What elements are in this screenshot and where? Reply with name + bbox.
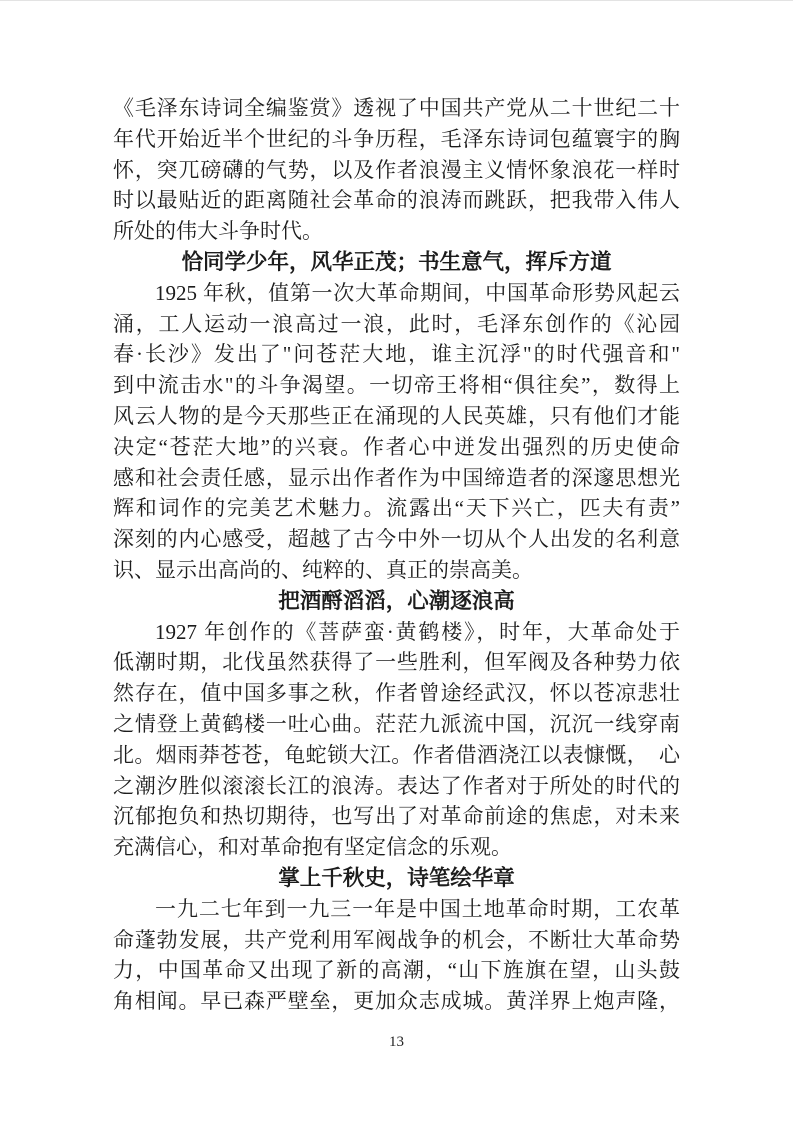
text-line: 然存在，值中国多事之秋，作者曾途经武汉，怀以苍凉悲壮 [113,681,680,706]
text-line: 辉和词作的完美艺术魅力。流露出“天下兴亡，匹夫有责” [113,496,680,521]
text-line: 低潮时期，北伐虽然获得了一些胜利，但军阀及各种势力依 [113,650,680,675]
text-line: 之潮汐胜似滚滚长江的浪涛。表达了作者对于所处的时代的 [113,773,680,798]
text-line: 1927 年创作的《菩萨蛮·黄鹤楼》，时年，大革命处于 [155,619,680,644]
text-line: 角相闻。早已森严壁垒，更加众志成城。黄洋界上炮声隆， [113,989,680,1014]
text-line: 一九二七年到一九三一年是中国土地革命时期，工农革 [155,896,680,921]
text-line: 力，中国革命又出现了新的高潮，“山下旌旗在望，山头鼓 [113,958,680,983]
text-line: 怀，突兀磅礴的气势，以及作者浪漫主义情怀象浪花一样时 [113,157,680,182]
text-line: 沉郁抱负和热切期待，也写出了对革命前途的焦虑，对未来 [113,804,680,829]
text-line: 决定“苍茫大地”的兴衰。作者心中迸发出强烈的历史使命 [113,434,680,459]
text-line: 充满信心，和对革命抱有坚定信念的乐观。 [113,835,512,860]
section-heading: 恰同学少年，风华正茂；书生意气，挥斥方道 [181,249,612,274]
text-line: 命蓬勃发展，共产党利用军阀战争的机会，不断壮大革命势 [113,927,680,952]
text-line: 涌，工人运动一浪高过一浪，此时，毛泽东创作的《沁园 [113,311,680,336]
text-line: 年代开始近半个世纪的斗争历程，毛泽东诗词包蕴寰宇的胸 [113,126,680,151]
text-line: 到中流击水"的斗争渴望。一切帝王将相“俱往矣”，数得上 [113,373,680,398]
text-line: 北。烟雨莽苍苍，龟蛇锁大江。作者借酒浇江以表慷慨， 心 [113,742,680,767]
text-line: 深刻的内心感受，超越了古今中外一切从个人出发的名利意 [113,527,680,552]
text-line: 《毛泽东诗词全编鉴赏》透视了中国共产党从二十世纪二十 [113,96,680,120]
text-line: 时以最贴近的距离随社会革命的浪涛而跳跃，把我带入伟人 [113,188,680,213]
text-line: 所处的伟大斗争时代。 [113,219,323,244]
text-line: 1925 年秋，值第一次大革命期间，中国革命形势风起云 [155,280,680,305]
text-line: 感和社会责任感，显示出作者作为中国缔造者的深邃思想光 [113,465,680,490]
text-line: 之情登上黄鹤楼一吐心曲。茫茫九派流中国，沉沉一线穿南 [113,711,680,736]
text-line: 风云人物的是今天那些正在涌现的人民英雄，只有他们才能 [113,403,680,428]
text-block [113,93,680,1017]
page-number: 13 [389,1034,404,1050]
text-line: 春·长沙》发出了"问苍茫大地，谁主沉浮"的时代强音和" [113,342,680,367]
section-heading: 掌上千秋史，诗笔绘华章 [278,865,515,890]
section-heading: 把酒酹滔滔，心潮逐浪高 [278,588,515,613]
text-line: 识、显示出高尚的、纯粹的、真正的崇高美。 [113,557,533,582]
